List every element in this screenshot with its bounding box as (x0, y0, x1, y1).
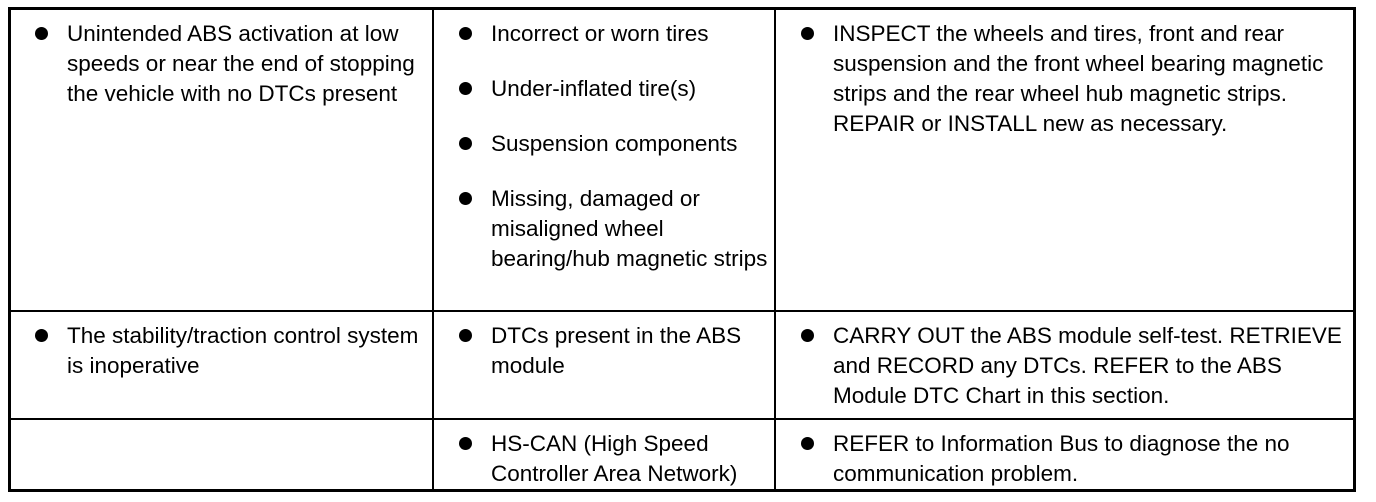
action-cell (776, 420, 1353, 489)
source-text: Under-inflated tire(s) (491, 76, 697, 101)
list-item (434, 184, 768, 274)
table-row (11, 310, 1353, 418)
action-cell (776, 10, 1353, 310)
source-text: Missing, damaged or misaligned wheel bearing/hub magnetic strips (491, 186, 768, 271)
list-item (434, 321, 768, 381)
bullet-icon (459, 437, 472, 450)
source-list (434, 429, 768, 489)
condition-cell (11, 10, 434, 310)
list-item (11, 321, 426, 381)
source-text: Suspension components (491, 131, 738, 156)
action-text: REFER to Information Bus to diagnose the no communication problem. (833, 431, 1290, 486)
source-cell (434, 420, 776, 489)
condition-text: Unintended ABS activation at low speeds or near the end of stopping the vehicle with no DTCs present (67, 21, 415, 106)
action-list (776, 429, 1347, 489)
bullet-icon (801, 27, 814, 40)
condition-cell (11, 420, 434, 489)
list-item (776, 321, 1347, 411)
bullet-icon (459, 192, 472, 205)
bullet-icon (459, 27, 472, 40)
condition-cell (11, 312, 434, 418)
bullet-icon (459, 329, 472, 342)
condition-text: The stability/traction control system is inoperative (67, 323, 419, 378)
bullet-icon (459, 82, 472, 95)
table-row (11, 10, 1353, 310)
action-text: CARRY OUT the ABS module self-test. RETRIEVE and RECORD any DTCs. REFER to the ABS Module DTC Chart in this section. (833, 323, 1342, 408)
bullet-icon (459, 137, 472, 150)
diagnostic-table (8, 7, 1356, 492)
source-cell (434, 312, 776, 418)
source-list (434, 321, 768, 381)
action-cell (776, 312, 1353, 418)
list-item (434, 19, 768, 49)
action-list (776, 19, 1347, 139)
list-item (434, 74, 768, 104)
bullet-icon (801, 437, 814, 450)
list-item (776, 19, 1347, 139)
action-list (776, 321, 1347, 411)
bullet-icon (35, 27, 48, 40)
source-list (434, 19, 768, 274)
list-item (434, 129, 768, 159)
list-item (11, 19, 426, 109)
list-item (434, 429, 768, 489)
bullet-icon (801, 329, 814, 342)
source-text: HS-CAN (High Speed Controller Area Network) (491, 431, 738, 486)
table-row (11, 418, 1353, 489)
list-item (776, 429, 1347, 489)
bullet-icon (35, 329, 48, 342)
source-text: Incorrect or worn tires (491, 21, 709, 46)
action-text: INSPECT the wheels and tires, front and rear suspension and the front wheel bearing magnetic strips and the rear wheel hub magnetic strips. REPAIR or INSTALL new as necessary. (833, 21, 1324, 136)
source-cell (434, 10, 776, 310)
condition-list (11, 19, 426, 109)
condition-list (11, 321, 426, 381)
source-text: DTCs present in the ABS module (491, 323, 742, 378)
